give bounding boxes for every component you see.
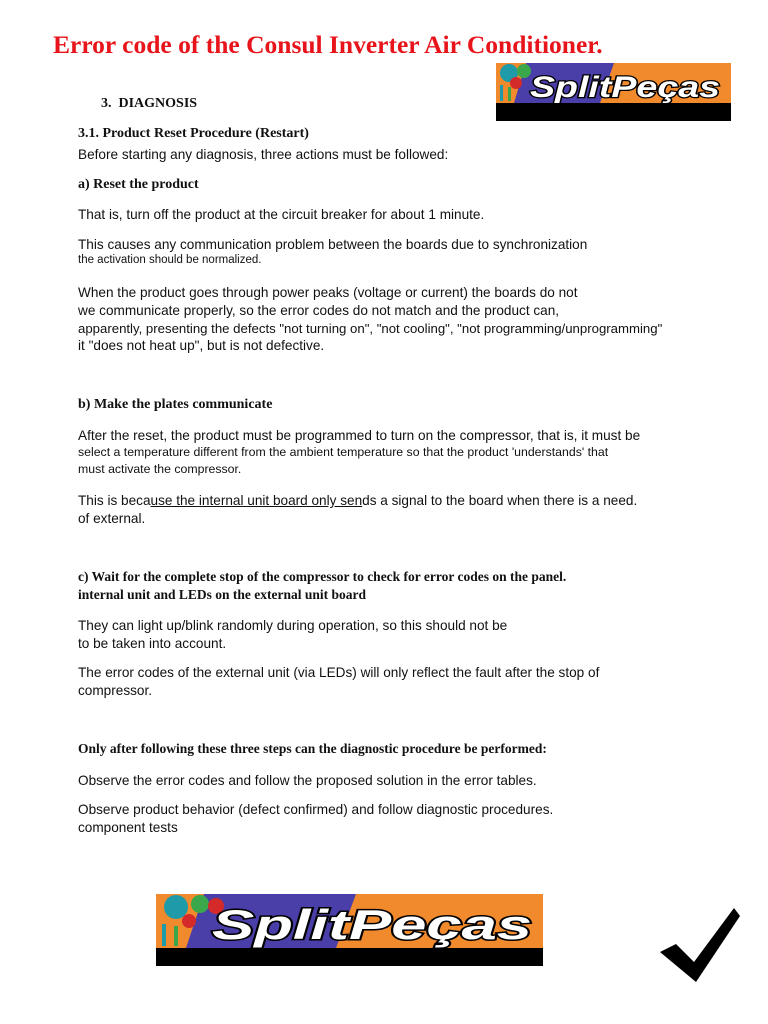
step-a-paragraph-3-line-1: When the product goes through power peaks (voltage or current) the boards do not	[78, 285, 578, 300]
step-b-paragraph-2-line-2: of external.	[78, 511, 146, 526]
splitpecas-logo-bottom	[156, 894, 543, 966]
step-c-paragraph-2-line-1: The error codes of the external unit (via LEDs) will only reflect the fault after the stop of	[78, 665, 600, 680]
step-b-paragraph-1-line-1: After the reset, the product must be programmed to turn on the compressor, that is, it must be	[78, 428, 641, 443]
step-c-paragraph-2-line-2: compressor.	[78, 683, 153, 698]
section-number: 3.	[101, 96, 112, 111]
step-b-p2-post: ds a signal to the board when there is a need.	[362, 493, 638, 508]
checkmark-icon	[660, 908, 740, 983]
step-b-p2-pre: This is beca	[78, 493, 151, 508]
logo-brand-text: SplitPeças	[530, 71, 720, 104]
step-a-paragraph-2-line-2: the activation should be normalized.	[78, 254, 262, 266]
step-c-heading-line-1: c) Wait for the complete stop of the compressor to check for error codes on the panel.	[78, 569, 567, 584]
step-b-p2-underlined: use the internal unit board only sen	[150, 493, 363, 508]
step-c-heading-line-2: internal unit and LEDs on the external unit board	[78, 587, 367, 602]
section-title: DIAGNOSIS	[118, 96, 198, 111]
step-a-heading: a) Reset the product	[78, 177, 199, 192]
step-a-paragraph-3-line-3: apparently, presenting the defects "not turning on", "not cooling", "not programming/unprogramming"	[78, 321, 663, 336]
section-heading	[101, 96, 197, 112]
subsection-heading: 3.1. Product Reset Procedure (Restart)	[78, 126, 309, 141]
step-a-paragraph-3-line-4: it "does not heat up", but is not defective.	[78, 338, 325, 353]
page-title: Error code of the Consul Inverter Air Conditioner.	[53, 30, 603, 59]
step-a-paragraph-2-line-1: This causes any communication problem between the boards due to synchronization	[78, 237, 588, 252]
step-c-paragraph-1-line-2: to be taken into account.	[78, 636, 227, 651]
intro-text: Before starting any diagnosis, three actions must be followed:	[78, 147, 449, 162]
logo-brand-text-bottom: SplitPeças	[212, 901, 532, 948]
logo-graphic	[496, 63, 731, 121]
step-b-paragraph-1-line-2: select a temperature different from the ambient temperature so that the product 'understands' that	[78, 445, 609, 459]
step-c-paragraph-1-line-1: They can light up/blink randomly during operation, so this should not be	[78, 618, 508, 633]
conclusion-paragraph-2-line-1: Observe product behavior (defect confirmed) and follow diagnostic procedures.	[78, 802, 554, 817]
splitpecas-logo-top	[496, 63, 731, 121]
conclusion-heading: Only after following these three steps can the diagnostic procedure be performed:	[78, 741, 547, 756]
step-a-paragraph-1: That is, turn off the product at the circuit breaker for about 1 minute.	[78, 207, 485, 222]
step-b-paragraph-1-line-3: must activate the compressor.	[78, 462, 242, 476]
step-b-heading: b) Make the plates communicate	[78, 397, 273, 412]
logo-graphic-bottom	[156, 894, 543, 966]
conclusion-paragraph-1: Observe the error codes and follow the proposed solution in the error tables.	[78, 773, 537, 788]
step-a-paragraph-3-line-2: we communicate properly, so the error codes do not match and the product can,	[78, 303, 560, 318]
step-b-paragraph-2-line-1	[78, 492, 637, 509]
conclusion-paragraph-2-line-2: component tests	[78, 820, 178, 835]
